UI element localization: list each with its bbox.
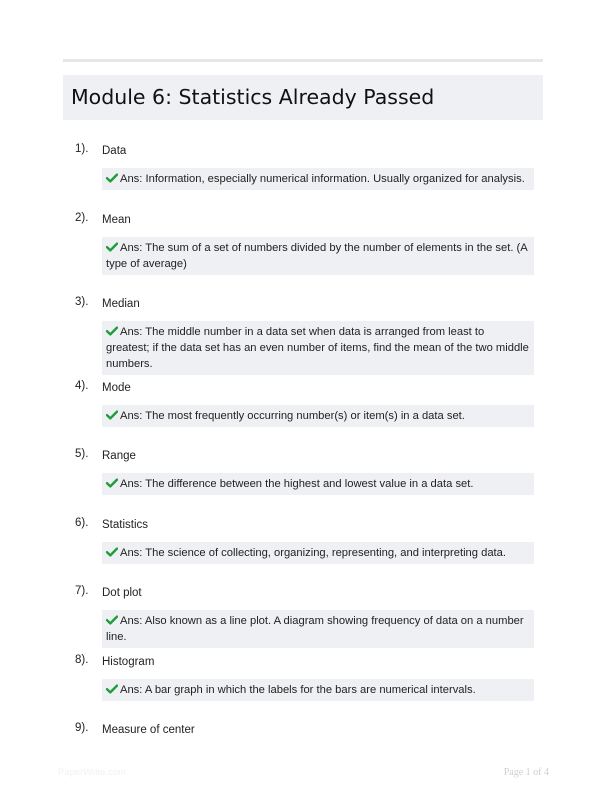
question-term: Median	[102, 297, 140, 310]
answer-box	[102, 610, 534, 648]
answer-box	[102, 405, 534, 427]
question-number: 2).	[75, 211, 89, 224]
question-item	[0, 651, 606, 720]
answer-text: Ans: The most frequently occurring number(s) or item(s) in a data set.	[120, 409, 465, 422]
title-banner	[63, 75, 543, 120]
question-term: Dot plot	[102, 587, 142, 599]
check-icon	[106, 173, 118, 183]
check-icon	[106, 410, 118, 420]
question-term: Mode	[102, 381, 131, 394]
question-number: 8).	[75, 653, 89, 666]
question-item	[0, 377, 606, 446]
question-item	[0, 140, 606, 209]
answer-box	[102, 679, 534, 701]
question-number: 4).	[75, 379, 89, 392]
answer-text: Ans: A bar graph in which the labels for the bars are numerical intervals.	[120, 683, 476, 696]
check-icon	[106, 478, 118, 488]
check-icon	[106, 684, 118, 694]
answer-box	[102, 237, 534, 275]
answer-box	[102, 473, 534, 495]
answer-text: Ans: Also known as a line plot. A diagram showing frequency of data on a number line.	[106, 615, 524, 643]
answer-text: Ans: The difference between the highest and lowest value in a data set.	[120, 478, 474, 490]
question-number: 3).	[75, 295, 89, 308]
question-term: Data	[102, 145, 127, 157]
page-title: Module 6: Statistics Already Passed	[71, 85, 435, 109]
answer-text: Ans: Information, especially numerical information. Usually organized for analysis.	[120, 173, 525, 185]
question-term: Range	[102, 450, 136, 462]
question-item	[0, 582, 606, 651]
answer-text: Ans: The middle number in a data set when data is arranged from least to greatest; if the data set has an even number of items, find the mean of the two middle numbers.	[106, 325, 529, 370]
question-item	[0, 293, 606, 377]
check-icon	[106, 242, 118, 252]
question-item	[0, 514, 606, 583]
answer-box	[102, 168, 534, 190]
question-term: Measure of center	[102, 724, 195, 736]
check-icon	[106, 547, 118, 557]
question-list	[0, 140, 606, 788]
answer-text: Ans: The science of collecting, organizing, representing, and interpreting data.	[120, 546, 506, 559]
answer-box	[102, 542, 534, 564]
question-item	[0, 445, 606, 514]
top-divider	[63, 59, 543, 62]
page-number: Page 1 of 4	[503, 767, 549, 778]
question-term: Histogram	[102, 655, 155, 668]
question-item	[0, 209, 606, 293]
question-number: 6).	[75, 516, 89, 529]
question-number: 5).	[75, 448, 89, 460]
question-term: Mean	[102, 213, 131, 226]
question-number: 1).	[75, 143, 89, 155]
answer-text: Ans: The sum of a set of numbers divided by the number of elements in the set. (A type of average)	[106, 241, 528, 270]
check-icon	[106, 615, 118, 625]
footer-watermark: PaperWrite.com	[58, 767, 126, 778]
question-term: Statistics	[102, 518, 149, 531]
answer-box	[102, 321, 534, 375]
check-icon	[106, 326, 118, 336]
question-number: 9).	[75, 722, 89, 734]
question-number: 7).	[75, 585, 89, 597]
